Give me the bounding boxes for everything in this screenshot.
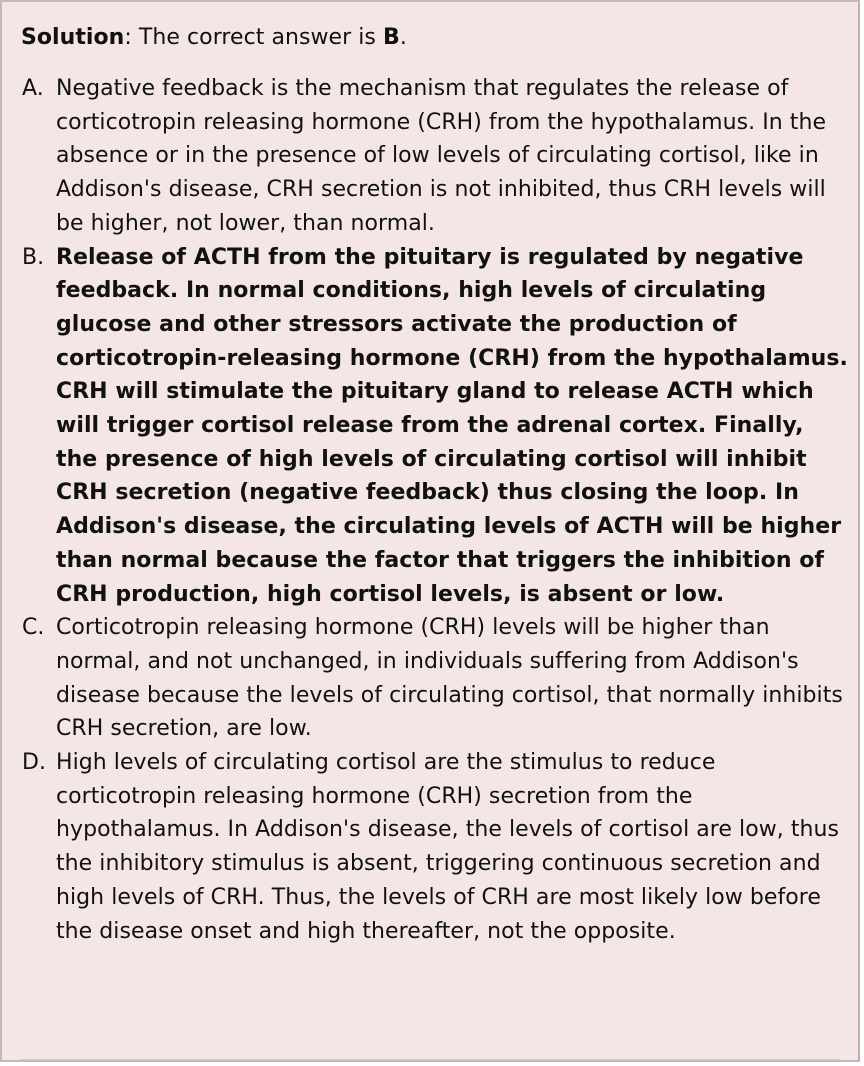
option-marker: D. xyxy=(22,750,47,776)
option-c-explanation xyxy=(22,611,848,746)
solution-header xyxy=(21,21,407,55)
option-text: Release of ACTH from the pituitary is regulated by negative feedback. In normal conditions, high levels of circulating glucose and other stressors activate the production of corticotropin-releasing hormone (CRH) from the hypothalamus. CRH will stimulate the pituitary gland to release ACTH which will trigger cortisol release from the adrenal cortex. Finally, the presence of high levels of circulating cortisol will inhibit CRH secretion (negative feedback) thus closing the loop. In Addison's disease, the circulating levels of ACTH will be higher than normal because the factor that triggers the inhibition of CRH production, high cortisol levels, is absent or low. xyxy=(56,244,848,607)
correct-answer-letter: B xyxy=(382,25,400,50)
option-text: Corticotropin releasing hormone (CRH) levels will be higher than normal, and not unchanged, in individuals suffering from Addison's disease because the levels of circulating cortisol, that normally inhibits CRH secretion, are low. xyxy=(56,615,843,742)
solution-end: . xyxy=(399,25,407,50)
solution-label: Solution xyxy=(21,25,125,50)
bottom-divider xyxy=(20,1059,840,1060)
option-marker: C. xyxy=(22,615,45,641)
option-b-explanation xyxy=(22,241,848,612)
option-marker: A. xyxy=(22,76,44,101)
option-text: Negative feedback is the mechanism that regulates the release of corticotropin releasing hormone (CRH) from the hypothalamus. In the absence or in the presence of low levels of circulating cortisol, like in Addison's disease, CRH secretion is not inhibited, thus CRH levels will be higher, not lower, than normal. xyxy=(56,76,827,236)
solution-intro: The correct answer is xyxy=(138,25,383,50)
answer-explanations-list xyxy=(22,72,848,948)
option-a-explanation xyxy=(22,72,848,241)
solution-separator: : xyxy=(124,25,139,50)
option-text: High levels of circulating cortisol are the stimulus to reduce corticotropin releasing hormone (CRH) secretion from the hypothalamus. In Addison's disease, the levels of cortisol are low, thus the inhibitory stimulus is absent, triggering continuous secretion and high levels of CRH. Thus, the levels of CRH are most likely low before the disease onset and high thereafter, not the opposite. xyxy=(56,750,840,944)
option-marker: B. xyxy=(22,244,45,270)
option-d-explanation xyxy=(22,746,848,948)
